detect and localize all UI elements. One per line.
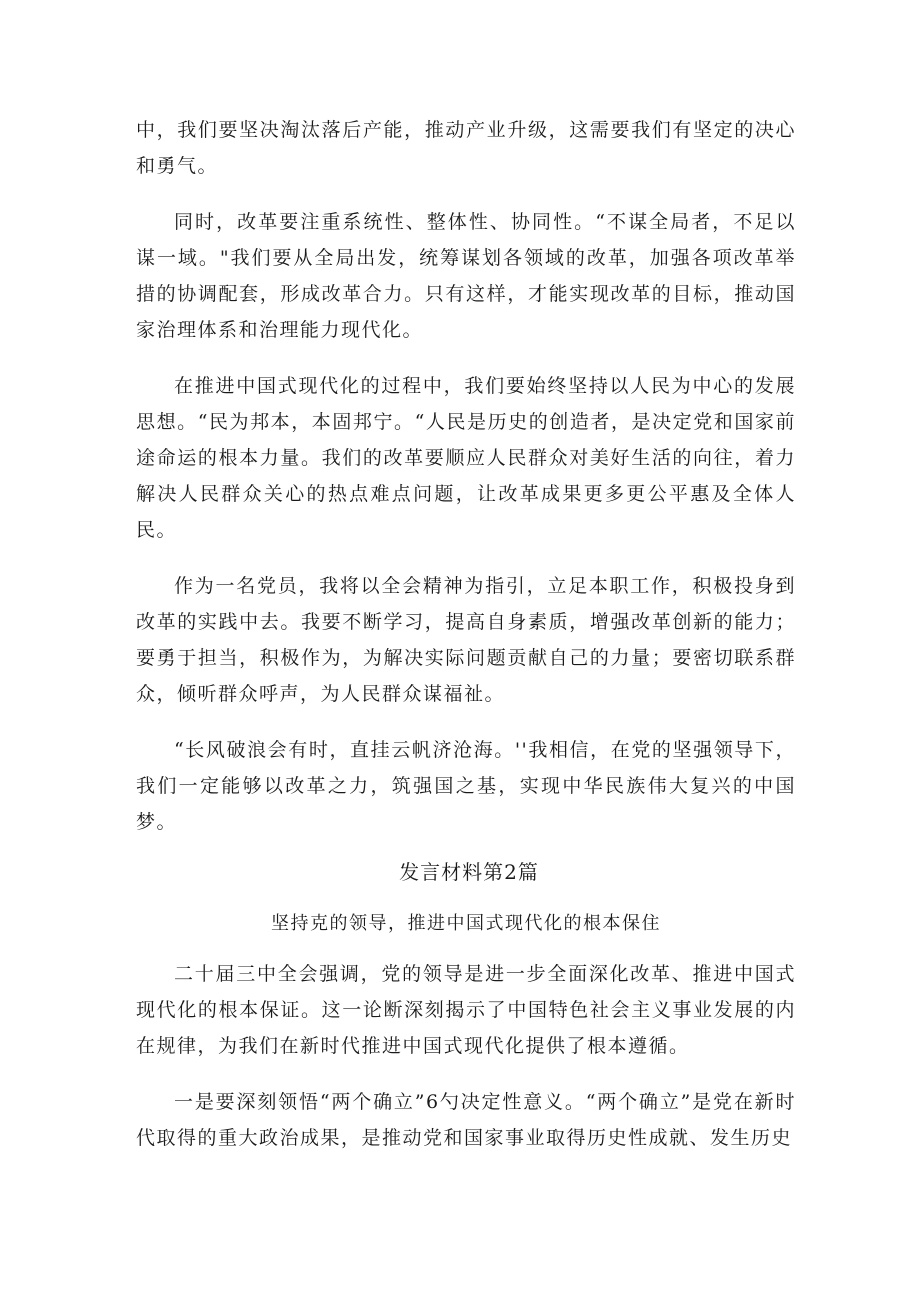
document-body xyxy=(136,112,796,1156)
section-subheading: 坚持克的领导，推进中国式现代化的根本保住 xyxy=(271,913,661,934)
paragraph-reform-system: 同时，改革要注重系统性、整体性、协同性。“不谋全局者，不足以谋一域。"我们要从全局出发，统筹谋划各领域的改革，加强各项改革举措的协调配套，形成改革合力。只有这样，才能实现改革的目标，推动国家治理体系和治理能力现代化。 xyxy=(136,211,796,341)
paragraph-party-member: 作为一名党员，我将以全会精神为指引，立足本职工作，积极投身到改革的实践中去。我要不断学习，提高自身素质，增强改革创新的能力；要勇于担当，积极作为，为解决实际问题贡献自己的力量；要密切联系群众，倾听群众呼声，为人民群众谋福祉。 xyxy=(136,575,796,705)
paragraph-continued: 中，我们要坚决淘汰落后产能，推动产业升级，这需要我们有坚定的决心和勇气。 xyxy=(136,119,796,177)
section-heading: 发言材料第2篇 xyxy=(399,860,539,884)
paragraph-two-establishments: 一是要深刻领悟“两个确立”6勺决定性意义。“两个确立”是党在新时代取得的重大政治成果，是推动党和国家事业取得历史性成就、发生历史 xyxy=(136,1091,796,1149)
paragraph-people-centered: 在推进中国式现代化的过程中，我们要始终坚持以人民为中心的发展思想。“民为邦本，本固邦宁。“人民是历史的创造者，是决定党和国家前途命运的根本力量。我们的改革要顺应人民群众对美好生活的向往，着力解决人民群众关心的热点难点问题，让改革成果更多更公平惠及全体人民。 xyxy=(136,375,796,541)
paragraph-closing-quote: “长风破浪会有时，直挂云帆济沧海。''我相信，在党的坚强领导下，我们一定能够以改革之力，筑强国之基，实现中华民族伟大复兴的中国梦。 xyxy=(136,739,796,833)
paragraph-party-leadership: 二十届三中全会强调，党的领导是进一步全面深化改革、推进中国式现代化的根本保证。这一论断深刻揭示了中国特色社会主义事业发展的内在规律，为我们在新时代推进中国式现代化提供了根本遵循。 xyxy=(136,963,796,1057)
